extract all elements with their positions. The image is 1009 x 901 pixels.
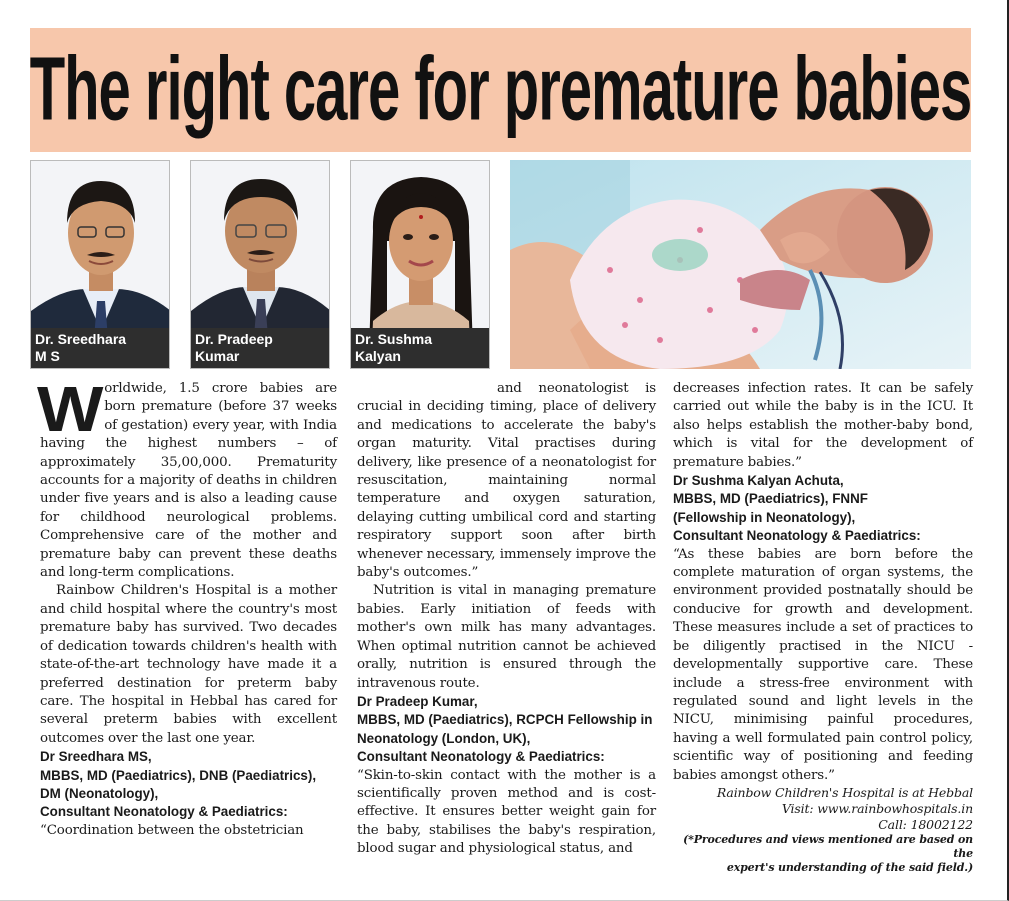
disclaimer-note: (*Procedures and views mentioned are based on the expert's understanding of the said field.) <box>683 832 973 874</box>
doctor-photo-sreedhara <box>30 160 170 369</box>
nutrition-paragraph: Nutrition is vital in managing premature babies. Early initiation of feeds with mother's own milk has many advantages. When optimal nutrition cannot be achieved orally, nutrition is ensured through the intravenous route. <box>357 583 656 691</box>
hospital-contact-footer: Rainbow Children's Hospital is at Hebbal Visit: www.rainbowhospitals.in Call: 18002122 <box>716 784 973 832</box>
article-intro-paragraph <box>36 373 337 582</box>
quote-pradeep: “Skin-to-skin contact with the mother is a scientifically proven method and is cost-effective. It ensures better weight gain for the baby, stabilises the baby's respiration, blood sugar and physiological status, and <box>357 767 656 857</box>
doctor-caption-sushma: Dr. Sushma Kalyan <box>351 328 489 368</box>
doctor-caption-pradeep: Dr. Pradeep Kumar <box>191 328 329 368</box>
credential-sushma: Dr Sushma Kalyan Achuta, MBBS, MD (Paediatrics), FNNF (Fellowship in Neonatology), Consultant Neonatology & Paediatrics: <box>673 473 921 544</box>
headline-banner <box>30 28 971 152</box>
article-column-3 <box>673 380 973 875</box>
quote-sreedhara-continued: and neonatologist is crucial in deciding timing, place of delivery and medications to accelerate the baby's organ maturity. Vital practises during delivery, like presence of a neonatologist for resuscitation, maintaining normal temperature and oxygen saturation, delaying cutting umbilical cord and starting respiratory support soon after birth whenever necessary, immensely improve the baby's outcomes.” <box>357 381 656 581</box>
quote-pradeep-continued: decreases infection rates. It can be safely carried out while the baby is in the ICU. It also helps establish the mother-baby bond, which is vital for the development of premature babies.” <box>673 381 973 470</box>
doctor-photo-sushma <box>350 160 490 369</box>
quote-sreedhara-start: “Coordination between the obstetrician <box>40 822 304 838</box>
quote-sushma: “As these babies are born before the complete maturation of organ systems, the environment provided postnatally should be conducive for growth and development. These measures include a set of practices to be diligently practised in the NICU - developmentally supportive care. These include a stress-free environment with regulated sound and light levels in the NICU, minimising painful procedures, having a well formulated pain control policy, scientific way of positioning and feeding babies amongst others.” <box>673 546 973 783</box>
article-column-2 <box>357 380 656 859</box>
credential-pradeep: Dr Pradeep Kumar, MBBS, MD (Paediatrics), RCPCH Fellowship in Neonatology (London, UK), Consultant Neonatology & Paediatrics: <box>357 693 653 765</box>
article-column-1 <box>36 373 337 840</box>
doctor-caption-sreedhara: Dr. Sreedhara M S <box>31 328 169 368</box>
drop-cap: W <box>36 373 104 445</box>
premature-baby-photo <box>510 160 971 369</box>
intro-text: orldwide, 1.5 crore babies are born premature (before 37 weeks of gestation) every year, with India having the highest numbers – of approximately 35,00,000. Prematurity accounts for a majority of deaths in children under five years and is also a leading cause for childhood neurological problems. Comprehensive care of the mother and premature baby can prevent these deaths and long-term complications. <box>40 381 337 581</box>
baby-image <box>510 160 971 369</box>
hospital-paragraph: Rainbow Children's Hospital is a mother and child hospital where the country's most premature baby has survived. Two decades of dedication towards children's health with state-of-the-art technology have made it a preferred destination for preterm baby care. The hospital in Hebbal has cared for several preterm babies with excellent outcomes over the last one year. <box>40 583 337 746</box>
doctor-photo-pradeep <box>190 160 330 369</box>
headline-title: The right care for premature babies <box>29 38 972 140</box>
credential-sreedhara: Dr Sreedhara MS, MBBS, MD (Paediatrics), DNB (Paediatrics), DM (Neonatology), Consultant Neonatology & Paediatrics: <box>40 749 317 820</box>
